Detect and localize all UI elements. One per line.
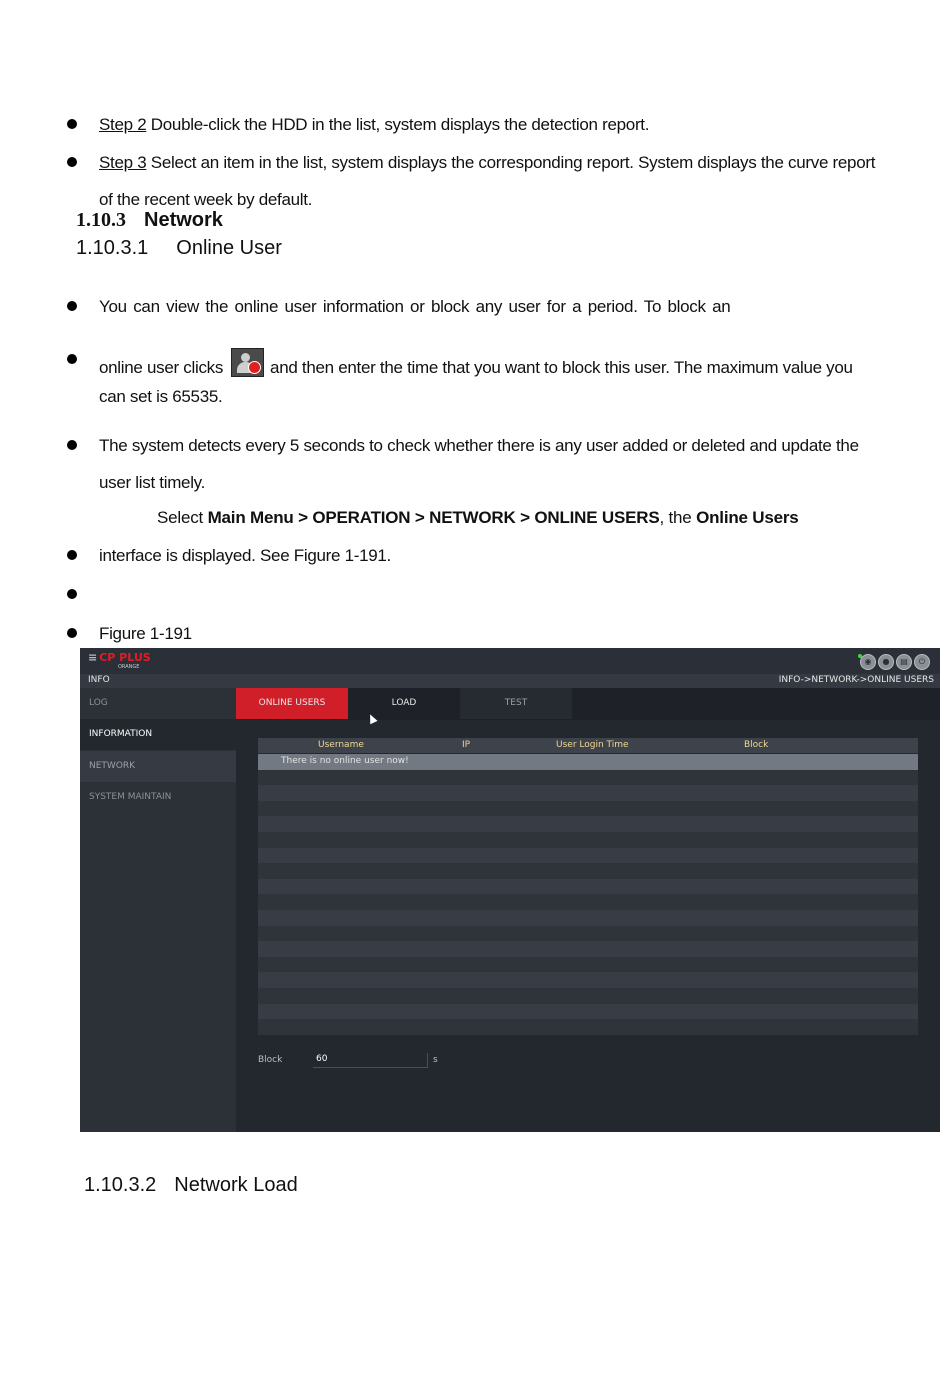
info-title: INFO <box>88 675 110 685</box>
logo-subtitle: ORANGE <box>118 664 140 670</box>
table-row <box>258 941 918 957</box>
table-row <box>258 957 918 973</box>
info-bar <box>80 674 940 688</box>
para-1: You can view the online user information or block any user for a period. To block an <box>99 297 731 316</box>
para-2-b: and then enter the time that you want to block this user. The maximum value you <box>270 358 853 377</box>
top-bar <box>80 648 940 674</box>
table-row <box>258 988 918 1004</box>
subsection-number: 1.10.3.1 <box>76 237 149 259</box>
select-target: Online Users <box>696 508 799 527</box>
section-heading <box>76 209 223 232</box>
sidebar-item-information[interactable]: INFORMATION <box>80 719 236 750</box>
table-header <box>258 738 918 753</box>
table-row <box>258 894 918 910</box>
subsection-heading <box>76 237 282 260</box>
table-row <box>258 879 918 895</box>
block-label: Block <box>258 1055 283 1065</box>
figure-caption: Figure 1-191 <box>99 624 192 643</box>
bullet <box>67 301 77 311</box>
table-row <box>258 785 918 801</box>
table-row <box>258 1019 918 1035</box>
step-2-text: Double-click the HDD in the list, system displays the detection report. <box>146 115 650 134</box>
column-ip: IP <box>462 740 471 750</box>
bullet <box>67 550 77 560</box>
sidebar-item-log[interactable]: LOG <box>80 688 236 719</box>
online-users-table <box>258 738 918 1037</box>
online-users-screenshot <box>80 648 940 1132</box>
select-pre: Select <box>157 508 208 527</box>
subsection-2-number: 1.10.3.2 <box>84 1174 157 1196</box>
table-row <box>258 770 918 786</box>
block-duration-input[interactable]: 60 <box>313 1053 428 1068</box>
column-login-time: User Login Time <box>556 740 629 750</box>
block-unit: s <box>433 1055 438 1065</box>
user-icon[interactable]: ● <box>878 654 894 670</box>
tab-bar <box>236 688 940 720</box>
para-3-b: user list timely. <box>99 473 206 492</box>
logo: ≡ CP PLUS <box>88 651 151 664</box>
empty-message: There is no online user now! <box>281 756 409 766</box>
subsection-2-title: Network Load <box>174 1174 298 1196</box>
bullet <box>67 119 77 129</box>
table-row <box>258 816 918 832</box>
table-row <box>258 1004 918 1020</box>
para-2-c: can set is 65535. <box>99 387 223 406</box>
step-3-cont: of the recent week by default. <box>99 190 313 209</box>
para-4: interface is displayed. See Figure 1-191. <box>99 546 391 565</box>
select-mid: , the <box>659 508 697 527</box>
table-row <box>258 910 918 926</box>
sidebar <box>80 688 236 1132</box>
section-number: 1.10.3 <box>76 209 126 231</box>
para-2-a: online user clicks <box>99 358 224 377</box>
menu-path: Main Menu > OPERATION > NETWORK > ONLINE USERS <box>207 508 660 527</box>
step-3-line <box>99 153 875 173</box>
tab-load[interactable]: LOAD <box>348 688 460 719</box>
bullet <box>67 628 77 638</box>
bullet <box>67 589 77 599</box>
select-line <box>157 508 799 528</box>
bullet <box>67 354 77 364</box>
table-row <box>258 926 918 942</box>
para-2 <box>99 348 853 378</box>
section-title: Network <box>144 209 223 231</box>
subsection-heading-2 <box>84 1174 298 1197</box>
bullet <box>67 440 77 450</box>
step-2-label: Step 2 <box>99 115 147 134</box>
column-block: Block <box>744 740 769 750</box>
eye-icon[interactable]: ◉ <box>860 654 876 670</box>
table-row <box>258 972 918 988</box>
subsection-title: Online User <box>176 237 282 259</box>
table-row <box>258 863 918 879</box>
tab-test[interactable]: TEST <box>460 688 572 719</box>
power-icon[interactable]: ⏻ <box>914 654 930 670</box>
block-user-icon <box>231 348 264 377</box>
table-row <box>258 848 918 864</box>
table-row <box>258 801 918 817</box>
sidebar-item-system-maintain[interactable]: SYSTEM MAINTAIN <box>80 782 236 813</box>
para-3-a: The system detects every 5 seconds to check whether there is any user added or deleted and update the <box>99 436 859 455</box>
sidebar-item-network[interactable]: NETWORK <box>80 751 236 782</box>
bullet <box>67 157 77 167</box>
table-row <box>258 832 918 848</box>
breadcrumb: INFO->NETWORK->ONLINE USERS <box>778 675 934 685</box>
tab-online-users[interactable]: ONLINE USERS <box>236 688 348 719</box>
step-2-line <box>99 115 649 135</box>
step-3-text: Select an item in the list, system displays the corresponding report. System displays the curve report <box>146 153 876 172</box>
table-row[interactable] <box>258 754 918 770</box>
menu-icon[interactable]: ▤ <box>896 654 912 670</box>
column-username: Username <box>318 740 364 750</box>
step-3-label: Step 3 <box>99 153 147 172</box>
